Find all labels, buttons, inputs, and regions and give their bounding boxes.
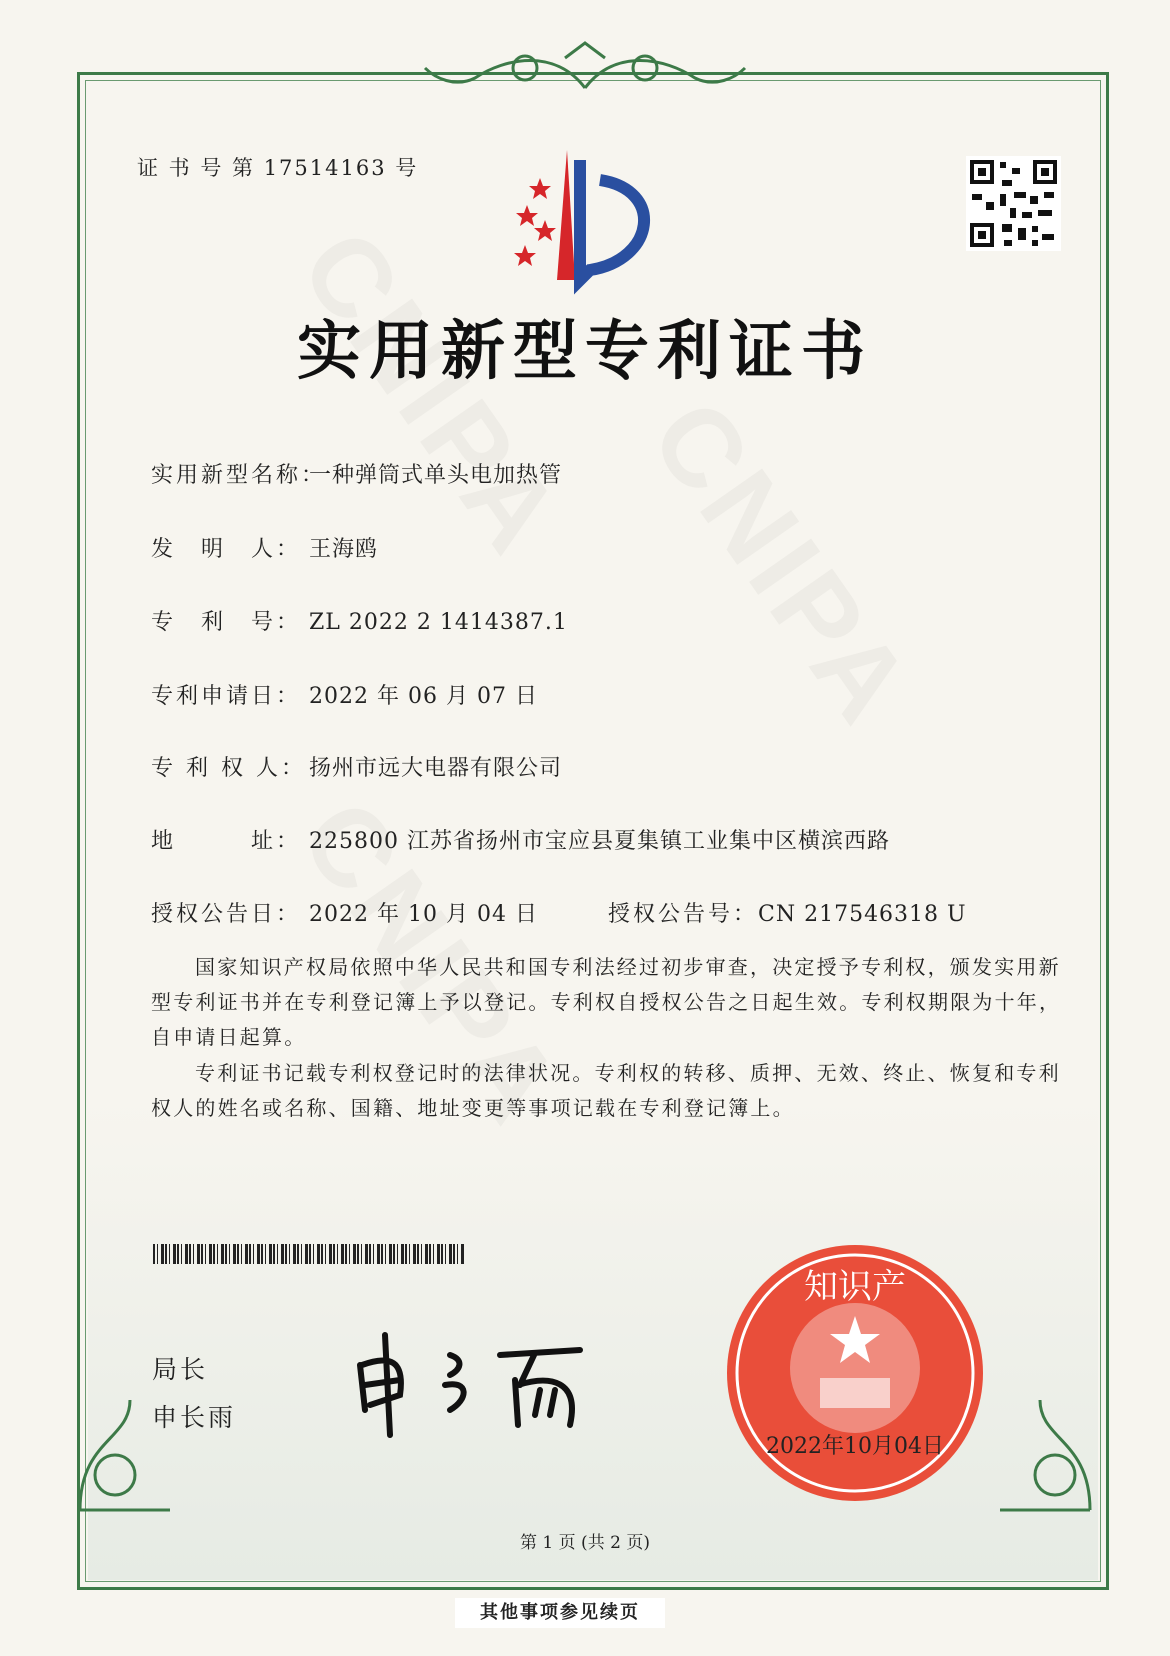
field-value: 扬州市远大电器有限公司 bbox=[309, 756, 563, 781]
field-application-date bbox=[151, 679, 538, 710]
continuation-note: 其他事项参见续页 bbox=[455, 1598, 665, 1628]
field-label: 专 利 权 人： bbox=[151, 756, 306, 781]
field-address bbox=[151, 824, 890, 855]
cnipa-logo-icon bbox=[505, 150, 685, 295]
field-label: 发 明 人： bbox=[151, 537, 302, 562]
field-inventor bbox=[151, 532, 378, 563]
field-patent-number bbox=[151, 605, 568, 636]
legal-paragraph: 专利证书记载专利权登记时的法律状况。专利权的转移、质押、无效、终止、恢复和专利权人的姓名或名称、国籍、地址变更等事项记载在专利登记簿上。 bbox=[151, 1061, 1061, 1120]
field-label: 专利申请日： bbox=[151, 684, 302, 709]
field-label: 授权公告号： bbox=[608, 902, 759, 927]
field-utility-model-name bbox=[151, 458, 562, 489]
legal-paragraph: 国家知识产权局依照中华人民共和国专利法经过初步审查，决定授予专利权，颁发实用新型专利证书并在专利登记簿上予以登记。专利权自授权公告之日起生效。专利权期限为十年，自申请日起算。 bbox=[151, 955, 1062, 1049]
field-value: 2022 年 10 月 04 日 bbox=[309, 902, 538, 927]
corner-ornament-icon bbox=[990, 1380, 1100, 1520]
seal-text: 知识产 bbox=[804, 1267, 906, 1307]
field-value: 一种弹筒式单头电加热管 bbox=[309, 463, 563, 488]
field-label: 地 址： bbox=[151, 829, 302, 854]
official-seal bbox=[720, 1238, 990, 1508]
field-patentee bbox=[151, 751, 562, 782]
page-indicator: 第 1 页 (共 2 页) bbox=[520, 1533, 650, 1553]
field-label: 实用新型名称： bbox=[151, 463, 327, 488]
field-announcement-date bbox=[151, 897, 538, 928]
field-value: ZL 2022 2 1414387.1 bbox=[309, 610, 568, 635]
director-signature bbox=[350, 1325, 610, 1445]
field-announcement-number bbox=[608, 897, 967, 928]
seal-date: 2022年10月04日 bbox=[766, 1434, 944, 1459]
director-name: 申长雨 bbox=[152, 1403, 237, 1432]
certificate-number: 证 书 号 第 17514163 号 bbox=[137, 156, 419, 180]
qr-code-icon bbox=[966, 156, 1061, 251]
top-ornament-icon bbox=[415, 38, 755, 98]
field-label: 专 利 号： bbox=[151, 610, 302, 635]
field-label: 授权公告日： bbox=[151, 902, 302, 927]
field-value: 2022 年 06 月 07 日 bbox=[309, 684, 538, 709]
field-value: CN 217546318 U bbox=[758, 902, 967, 927]
director-title: 局长 bbox=[152, 1355, 209, 1384]
certificate-title: 实用新型专利证书 bbox=[297, 314, 873, 389]
field-value: 225800 江苏省扬州市宝应县夏集镇工业集中区横滨西路 bbox=[309, 829, 890, 854]
barcode bbox=[153, 1244, 465, 1264]
field-value: 王海鸥 bbox=[309, 537, 379, 562]
